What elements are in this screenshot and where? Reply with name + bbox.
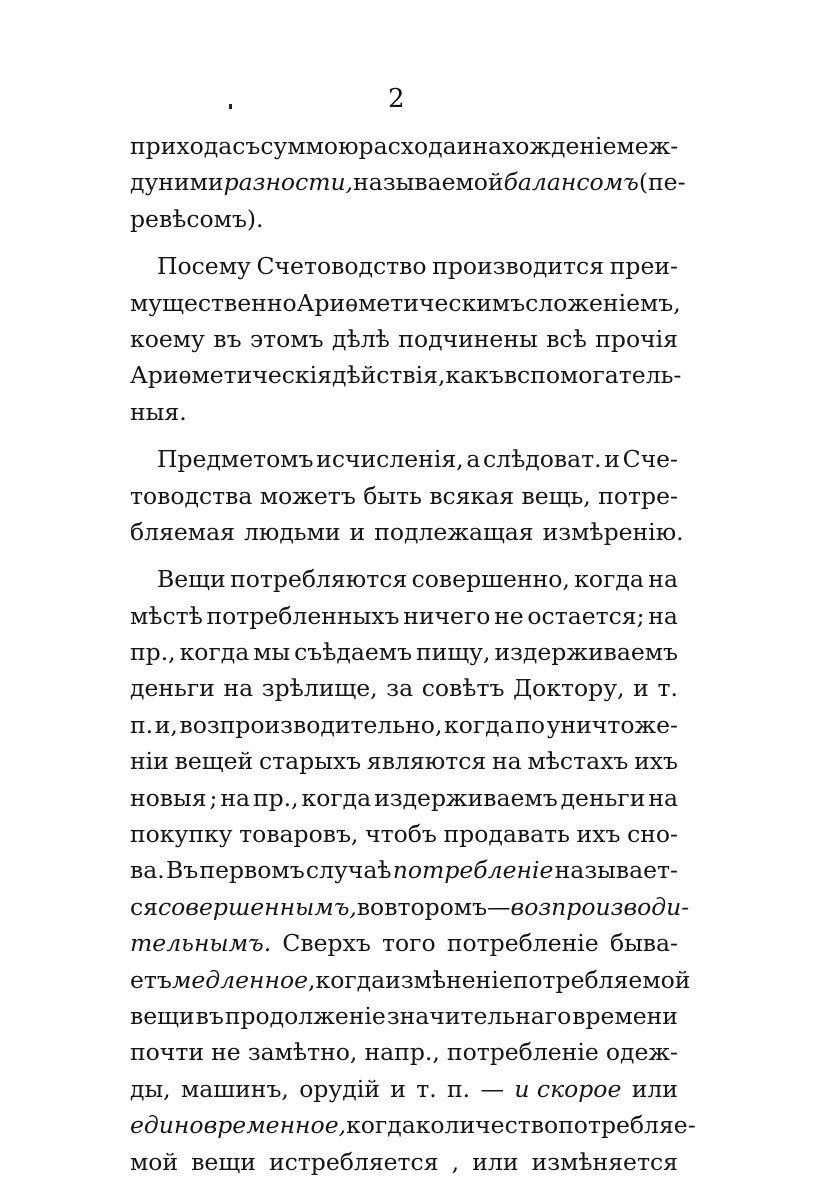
word: ду (130, 168, 159, 197)
text-line (130, 1144, 678, 1180)
word: преи- (609, 252, 678, 281)
word: пр., (252, 783, 299, 812)
word: когда (315, 965, 386, 994)
word: когда (346, 1111, 416, 1140)
word: бляемая (130, 517, 235, 546)
paragraph-gap (130, 237, 678, 248)
word: измѣренію. (542, 517, 684, 546)
word: мой (130, 1147, 179, 1176)
text-line (130, 357, 682, 393)
word: , (308, 965, 316, 994)
word: п. (447, 1074, 471, 1103)
word: ва. (130, 856, 165, 885)
word: на (220, 783, 251, 812)
word: измѣненіе (385, 965, 513, 994)
word: потребленіе (446, 1038, 599, 1067)
word: товаровъ, (239, 820, 359, 849)
word: истребляется (268, 1147, 439, 1176)
word: и (456, 132, 473, 160)
word: ихъ (634, 747, 678, 776)
word: Ариѳметическія (130, 361, 332, 390)
word: совершенно, (411, 565, 570, 594)
word: не (494, 601, 524, 630)
word: деньги (130, 674, 215, 703)
word: меж- (616, 132, 679, 160)
word: пищу, (416, 638, 491, 667)
text-line (130, 925, 678, 961)
word: (пе- (638, 168, 686, 197)
word: издерживаемъ (494, 638, 678, 667)
word: мущественно (130, 288, 297, 317)
word: п. (130, 710, 154, 739)
word: Въ (165, 856, 199, 885)
word: или (631, 1074, 678, 1103)
word: деньги (560, 783, 646, 812)
word: зрѣлище, (261, 674, 378, 703)
word: подчинены (398, 324, 538, 353)
word: въ (213, 324, 242, 353)
word: Доктору, (513, 674, 625, 703)
paragraph-gap (130, 430, 678, 441)
text-line (130, 998, 678, 1034)
word: — (480, 1074, 504, 1103)
word: нахожденіе (472, 132, 617, 160)
paragraph-gap (130, 550, 678, 561)
word: балансомъ (503, 168, 639, 197)
word: времени (572, 1001, 678, 1030)
ink-speck (229, 104, 232, 109)
word: потре- (598, 481, 678, 510)
word: тельнымъ. (130, 929, 272, 958)
word: на (491, 747, 522, 776)
word: производится (432, 252, 605, 281)
page-number: 2 (388, 84, 405, 114)
word: совѣтъ (421, 674, 505, 703)
word: вспомогатель- (503, 361, 682, 390)
body-text (130, 128, 696, 1180)
word: мы (253, 638, 291, 667)
word: значительнаго (386, 1001, 572, 1030)
word: быва- (609, 929, 678, 958)
word: единовременное, (130, 1111, 347, 1140)
text-line (130, 394, 678, 430)
word: Ариѳметическимъ (296, 288, 526, 317)
word: всѣ (546, 324, 587, 353)
word: прихода (130, 132, 233, 160)
text-line (130, 201, 678, 237)
word: т. (416, 1074, 437, 1103)
word: возпроизводи- (510, 892, 690, 921)
word: , (673, 288, 681, 317)
word: на (648, 601, 678, 630)
word: и, (154, 710, 178, 739)
word: подлежащая (374, 517, 534, 546)
word: являются (366, 747, 487, 776)
word: продолженіе (224, 1001, 386, 1030)
word: и (633, 674, 649, 703)
word: въ (195, 1001, 224, 1030)
word: и скорое (514, 1074, 622, 1103)
text-line (130, 816, 678, 852)
word: коему (130, 324, 205, 353)
word: второмъ (384, 892, 488, 921)
word: потребленныхъ (206, 601, 400, 630)
word: потребленіе (392, 856, 554, 885)
word: ды, (130, 1074, 171, 1103)
text-line (130, 128, 678, 164)
word: Счетоводство (256, 252, 427, 281)
word: продавать (443, 820, 570, 849)
text-line (130, 1107, 696, 1143)
text-line (130, 852, 678, 888)
word: издерживаемъ (374, 783, 558, 812)
word: , (451, 1147, 460, 1176)
word: мѣстѣ (130, 601, 203, 630)
word: покупку (130, 820, 233, 849)
word: ихъ (576, 820, 621, 849)
word: прочія (595, 324, 678, 353)
text-line (130, 780, 678, 816)
word: съѣдаемъ (294, 638, 413, 667)
word: етъ (130, 965, 172, 994)
word: ; (209, 783, 218, 812)
word: вещей (174, 747, 254, 776)
word: Сче- (622, 445, 678, 474)
word: слѣдоват. (483, 445, 602, 474)
word: на (648, 783, 678, 812)
word: старыхъ (259, 747, 362, 776)
word: напр., (364, 1038, 440, 1067)
word: машинъ, (180, 1074, 289, 1103)
text-line (130, 634, 678, 670)
word: на (648, 565, 678, 594)
word: вещи (130, 1001, 195, 1030)
word: пр., (130, 638, 176, 667)
text-line (130, 478, 678, 514)
word: т. (657, 674, 678, 703)
text-line (130, 889, 690, 925)
text-line (130, 707, 678, 743)
word: расхода (358, 132, 457, 160)
word: съ (232, 132, 261, 160)
text-line (130, 598, 678, 634)
word: всякая (429, 481, 515, 510)
word: называемой (353, 168, 504, 197)
text-line (130, 743, 678, 779)
word: когда (301, 783, 372, 812)
word: одеж- (605, 1038, 678, 1067)
text-line (130, 1034, 678, 1070)
word: вещь, (521, 481, 591, 510)
word: сложеніемъ (525, 288, 674, 317)
word: орудій (299, 1074, 380, 1103)
text-line (130, 962, 691, 998)
word: ся (130, 892, 158, 921)
word: когда (179, 638, 250, 667)
word: во (356, 892, 385, 921)
word: потребляе- (558, 1111, 696, 1140)
word: когда (574, 565, 644, 594)
word: можетъ (259, 481, 356, 510)
text-line (130, 441, 678, 477)
word: разности, (223, 168, 354, 197)
text-line (130, 561, 678, 597)
word: совершеннымъ, (158, 892, 357, 921)
word: и (349, 517, 366, 546)
word: Сверхъ (282, 929, 371, 958)
word: исчисленія, (316, 445, 464, 474)
word: чтобъ (365, 820, 437, 849)
word: товодства (130, 481, 253, 510)
word: — (487, 892, 511, 921)
word: ними (158, 168, 224, 197)
word: возпроизводительно, (179, 710, 443, 739)
word: Вещи (157, 565, 226, 594)
word: не (211, 1038, 241, 1067)
word: быть (363, 481, 422, 510)
word: суммою (260, 132, 359, 160)
text-line (130, 248, 678, 284)
word: вещи (191, 1147, 256, 1176)
word: мѣстахъ (527, 747, 629, 776)
word: сно- (627, 820, 678, 849)
word: людьми (243, 517, 341, 546)
text-line (130, 670, 678, 706)
word: этомъ (250, 324, 324, 353)
text-line (130, 321, 678, 357)
word: по (515, 710, 546, 739)
word: ревѣсомъ). (130, 204, 264, 233)
word: и (390, 1074, 406, 1103)
word: потребленіе (446, 929, 599, 958)
word: когда (444, 710, 514, 739)
word: случаѣ (305, 856, 392, 885)
word: медленное (171, 965, 309, 994)
word: Посему (157, 252, 251, 281)
word: потребляются (230, 565, 408, 594)
word: дѣлѣ (332, 324, 390, 353)
word: какъ (445, 361, 504, 390)
word: ніи (130, 747, 169, 776)
word: ныя. (130, 397, 187, 426)
word: и (604, 445, 620, 474)
word: замѣтно, (247, 1038, 358, 1067)
word: количество (415, 1111, 559, 1140)
word: Предметомъ (157, 445, 314, 474)
word: на (223, 674, 254, 703)
word: или (472, 1147, 519, 1176)
word: первомъ (199, 856, 305, 885)
word: потребляемой (512, 965, 691, 994)
word: того (382, 929, 436, 958)
word: за (386, 674, 414, 703)
word: ничего (403, 601, 491, 630)
word: называет- (554, 856, 678, 885)
word: а (466, 445, 481, 474)
text-line (130, 164, 686, 200)
word: новыя (130, 783, 207, 812)
text-line (130, 514, 684, 550)
text-line (130, 285, 681, 321)
word: уничтоже- (546, 710, 678, 739)
word: почти (130, 1038, 205, 1067)
word: остается; (527, 601, 645, 630)
word: измѣняется (531, 1147, 678, 1176)
word: дѣйствія, (331, 361, 446, 390)
text-line (130, 1071, 678, 1107)
